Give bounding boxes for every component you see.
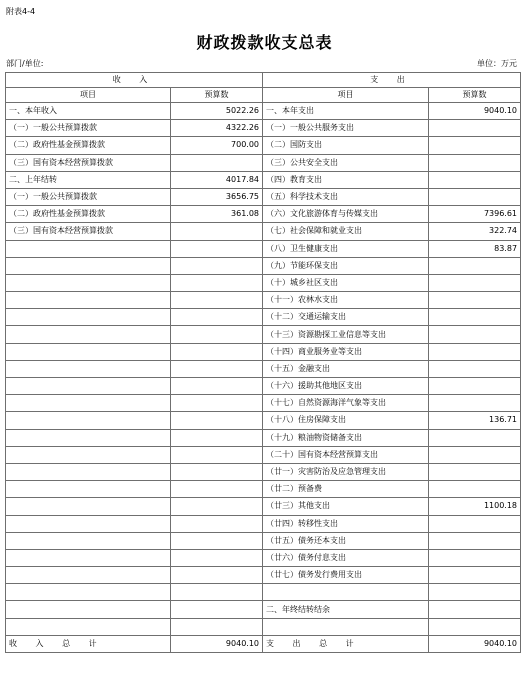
income-value-cell: 361.08 xyxy=(171,206,263,223)
table-row xyxy=(6,206,521,223)
income-value-cell xyxy=(171,292,263,309)
expense-item-cell: （七）社会保障和就业支出 xyxy=(263,223,429,240)
table-row xyxy=(6,103,521,120)
table-row xyxy=(6,120,521,137)
expense-item-cell: （九）节能环保支出 xyxy=(263,257,429,274)
table-row xyxy=(6,292,521,309)
expense-total-value: 9040.10 xyxy=(429,635,521,652)
expense-item-cell: （十三）资源勘探工业信息等支出 xyxy=(263,326,429,343)
income-value-cell: 700.00 xyxy=(171,137,263,154)
budget-table-body xyxy=(6,73,521,653)
expense-value-cell xyxy=(429,171,521,188)
expense-section-header: 支 出 xyxy=(263,73,521,88)
income-item-cell xyxy=(6,498,171,515)
income-item-cell xyxy=(6,429,171,446)
expense-item-cell: （十五）金融支出 xyxy=(263,360,429,377)
income-value-cell: 3656.75 xyxy=(171,188,263,205)
expense-item-cell: （廿一）灾害防治及应急管理支出 xyxy=(263,463,429,480)
income-value-cell xyxy=(171,360,263,377)
income-value-cell xyxy=(171,240,263,257)
expense-value-cell xyxy=(429,360,521,377)
income-value-cell xyxy=(171,257,263,274)
expense-total-label: 支 出 总 计 xyxy=(263,635,429,652)
table-row xyxy=(6,257,521,274)
expense-item-cell: （十七）自然资源海洋气象等支出 xyxy=(263,395,429,412)
income-value-cell xyxy=(171,395,263,412)
expense-value-cell xyxy=(429,120,521,137)
expense-item-cell: （廿七）债务发行费用支出 xyxy=(263,567,429,584)
income-section-header: 收 入 xyxy=(6,73,263,88)
expense-item-cell: （廿五）债务还本支出 xyxy=(263,532,429,549)
income-value-cell xyxy=(171,429,263,446)
table-row xyxy=(6,498,521,515)
expense-budget-header: 预算数 xyxy=(429,88,521,103)
expense-item-cell: （廿六）债务付息支出 xyxy=(263,549,429,566)
table-row xyxy=(6,360,521,377)
expense-value-cell xyxy=(429,532,521,549)
totals-row xyxy=(6,635,521,652)
unit-label: 单位：万元 xyxy=(477,59,517,68)
table-row xyxy=(6,171,521,188)
income-item-cell xyxy=(6,240,171,257)
expense-item-cell: （十九）粮油物资储备支出 xyxy=(263,429,429,446)
expense-item-cell: （一）一般公共服务支出 xyxy=(263,120,429,137)
expense-value-cell xyxy=(429,463,521,480)
table-row xyxy=(6,309,521,326)
income-item-cell xyxy=(6,532,171,549)
expense-value-cell: 136.71 xyxy=(429,412,521,429)
expense-item-cell: （廿三）其他支出 xyxy=(263,498,429,515)
expense-value-cell xyxy=(429,446,521,463)
table-row xyxy=(6,378,521,395)
income-item-cell xyxy=(6,257,171,274)
table-row xyxy=(6,429,521,446)
expense-item-cell: （廿二）预备费 xyxy=(263,481,429,498)
expense-item-cell xyxy=(263,618,429,635)
expense-value-cell: 1100.18 xyxy=(429,498,521,515)
income-value-cell xyxy=(171,274,263,291)
income-item-cell: （三）国有资本经营预算拨款 xyxy=(6,154,171,171)
expense-item-cell: （十八）住房保障支出 xyxy=(263,412,429,429)
income-value-cell xyxy=(171,446,263,463)
table-row xyxy=(6,274,521,291)
expense-value-cell xyxy=(429,378,521,395)
income-value-cell xyxy=(171,481,263,498)
expense-value-cell xyxy=(429,274,521,291)
expense-value-cell: 83.87 xyxy=(429,240,521,257)
table-row xyxy=(6,343,521,360)
expense-value-cell xyxy=(429,154,521,171)
income-value-cell xyxy=(171,515,263,532)
income-item-cell xyxy=(6,584,171,601)
income-item-header: 项目 xyxy=(6,88,171,103)
income-value-cell xyxy=(171,584,263,601)
income-item-cell xyxy=(6,274,171,291)
table-row xyxy=(6,446,521,463)
income-value-cell xyxy=(171,618,263,635)
table-row xyxy=(6,154,521,171)
expense-value-cell xyxy=(429,601,521,618)
expense-item-cell xyxy=(263,584,429,601)
expense-value-cell xyxy=(429,567,521,584)
expense-item-cell: （十）城乡社区支出 xyxy=(263,274,429,291)
income-item-cell xyxy=(6,343,171,360)
table-row xyxy=(6,223,521,240)
expense-value-cell xyxy=(429,549,521,566)
expense-value-cell: 9040.10 xyxy=(429,103,521,120)
income-value-cell xyxy=(171,463,263,480)
table-row xyxy=(6,601,521,618)
table-row xyxy=(6,326,521,343)
document-code: 附表4-4 xyxy=(6,7,36,16)
expense-value-cell: 322.74 xyxy=(429,223,521,240)
table-row xyxy=(6,549,521,566)
income-value-cell: 4322.26 xyxy=(171,120,263,137)
expense-value-cell xyxy=(429,515,521,532)
expense-value-cell xyxy=(429,618,521,635)
expense-value-cell xyxy=(429,395,521,412)
table-row xyxy=(6,240,521,257)
expense-value-cell xyxy=(429,257,521,274)
expense-item-cell: （二十）国有资本经营预算支出 xyxy=(263,446,429,463)
expense-value-cell xyxy=(429,326,521,343)
expense-item-cell: （二）国防支出 xyxy=(263,137,429,154)
expense-value-cell xyxy=(429,309,521,326)
income-item-cell xyxy=(6,515,171,532)
table-row xyxy=(6,188,521,205)
expense-item-cell: （十四）商业服务业等支出 xyxy=(263,343,429,360)
table-row xyxy=(6,481,521,498)
expense-item-cell: 一、本年支出 xyxy=(263,103,429,120)
page-title: 财政拨款收支总表 xyxy=(196,33,333,52)
expense-value-cell xyxy=(429,137,521,154)
expense-value-cell xyxy=(429,481,521,498)
income-item-cell xyxy=(6,567,171,584)
income-item-cell xyxy=(6,378,171,395)
expense-item-cell: （八）卫生健康支出 xyxy=(263,240,429,257)
expense-value-cell xyxy=(429,584,521,601)
expense-value-cell: 7396.61 xyxy=(429,206,521,223)
income-item-cell: （一）一般公共预算拨款 xyxy=(6,188,171,205)
income-item-cell xyxy=(6,618,171,635)
income-item-cell xyxy=(6,412,171,429)
income-budget-header: 预算数 xyxy=(171,88,263,103)
table-row xyxy=(6,532,521,549)
income-item-cell: （二）政府性基金预算拨款 xyxy=(6,137,171,154)
department-label: 部门/单位: xyxy=(6,59,44,68)
expense-item-cell: （五）科学技术支出 xyxy=(263,188,429,205)
income-item-cell xyxy=(6,549,171,566)
expense-item-cell: （十二）交通运输支出 xyxy=(263,309,429,326)
income-value-cell xyxy=(171,343,263,360)
income-value-cell xyxy=(171,532,263,549)
income-item-cell xyxy=(6,326,171,343)
income-value-cell xyxy=(171,549,263,566)
expense-value-cell xyxy=(429,343,521,360)
table-row xyxy=(6,584,521,601)
income-value-cell: 5022.26 xyxy=(171,103,263,120)
expense-item-cell: （三）公共安全支出 xyxy=(263,154,429,171)
income-item-cell: （一）一般公共预算拨款 xyxy=(6,120,171,137)
income-item-cell: 一、本年收入 xyxy=(6,103,171,120)
income-value-cell xyxy=(171,601,263,618)
income-item-cell: （三）国有资本经营预算拨款 xyxy=(6,223,171,240)
expense-value-cell xyxy=(429,429,521,446)
income-item-cell: 二、上年结转 xyxy=(6,171,171,188)
income-value-cell xyxy=(171,309,263,326)
income-value-cell xyxy=(171,378,263,395)
income-item-cell: （二）政府性基金预算拨款 xyxy=(6,206,171,223)
income-value-cell xyxy=(171,326,263,343)
income-item-cell xyxy=(6,463,171,480)
expense-item-cell: （十一）农林水支出 xyxy=(263,292,429,309)
income-item-cell xyxy=(6,601,171,618)
income-total-label: 收 入 总 计 xyxy=(6,635,171,652)
expense-value-cell xyxy=(429,292,521,309)
expense-value-cell xyxy=(429,188,521,205)
table-row xyxy=(6,567,521,584)
expense-item-cell: 二、年终结转结余 xyxy=(263,601,429,618)
income-value-cell: 4017.84 xyxy=(171,171,263,188)
income-item-cell xyxy=(6,360,171,377)
table-row xyxy=(6,412,521,429)
table-row xyxy=(6,618,521,635)
table-row xyxy=(6,395,521,412)
table-row xyxy=(6,515,521,532)
table-row xyxy=(6,137,521,154)
income-value-cell xyxy=(171,412,263,429)
expense-item-cell: （廿四）转移性支出 xyxy=(263,515,429,532)
income-value-cell xyxy=(171,223,263,240)
expense-item-header: 项目 xyxy=(263,88,429,103)
budget-table xyxy=(5,72,521,653)
table-row xyxy=(6,463,521,480)
income-value-cell xyxy=(171,154,263,171)
income-value-cell xyxy=(171,498,263,515)
expense-item-cell: （十六）援助其他地区支出 xyxy=(263,378,429,395)
income-item-cell xyxy=(6,481,171,498)
income-item-cell xyxy=(6,292,171,309)
income-item-cell xyxy=(6,309,171,326)
section-header-row xyxy=(6,73,521,88)
income-value-cell xyxy=(171,567,263,584)
income-item-cell xyxy=(6,395,171,412)
expense-item-cell: （四）教育支出 xyxy=(263,171,429,188)
income-total-value: 9040.10 xyxy=(171,635,263,652)
expense-item-cell: （六）文化旅游体育与传媒支出 xyxy=(263,206,429,223)
income-item-cell xyxy=(6,446,171,463)
column-header-row xyxy=(6,88,521,103)
